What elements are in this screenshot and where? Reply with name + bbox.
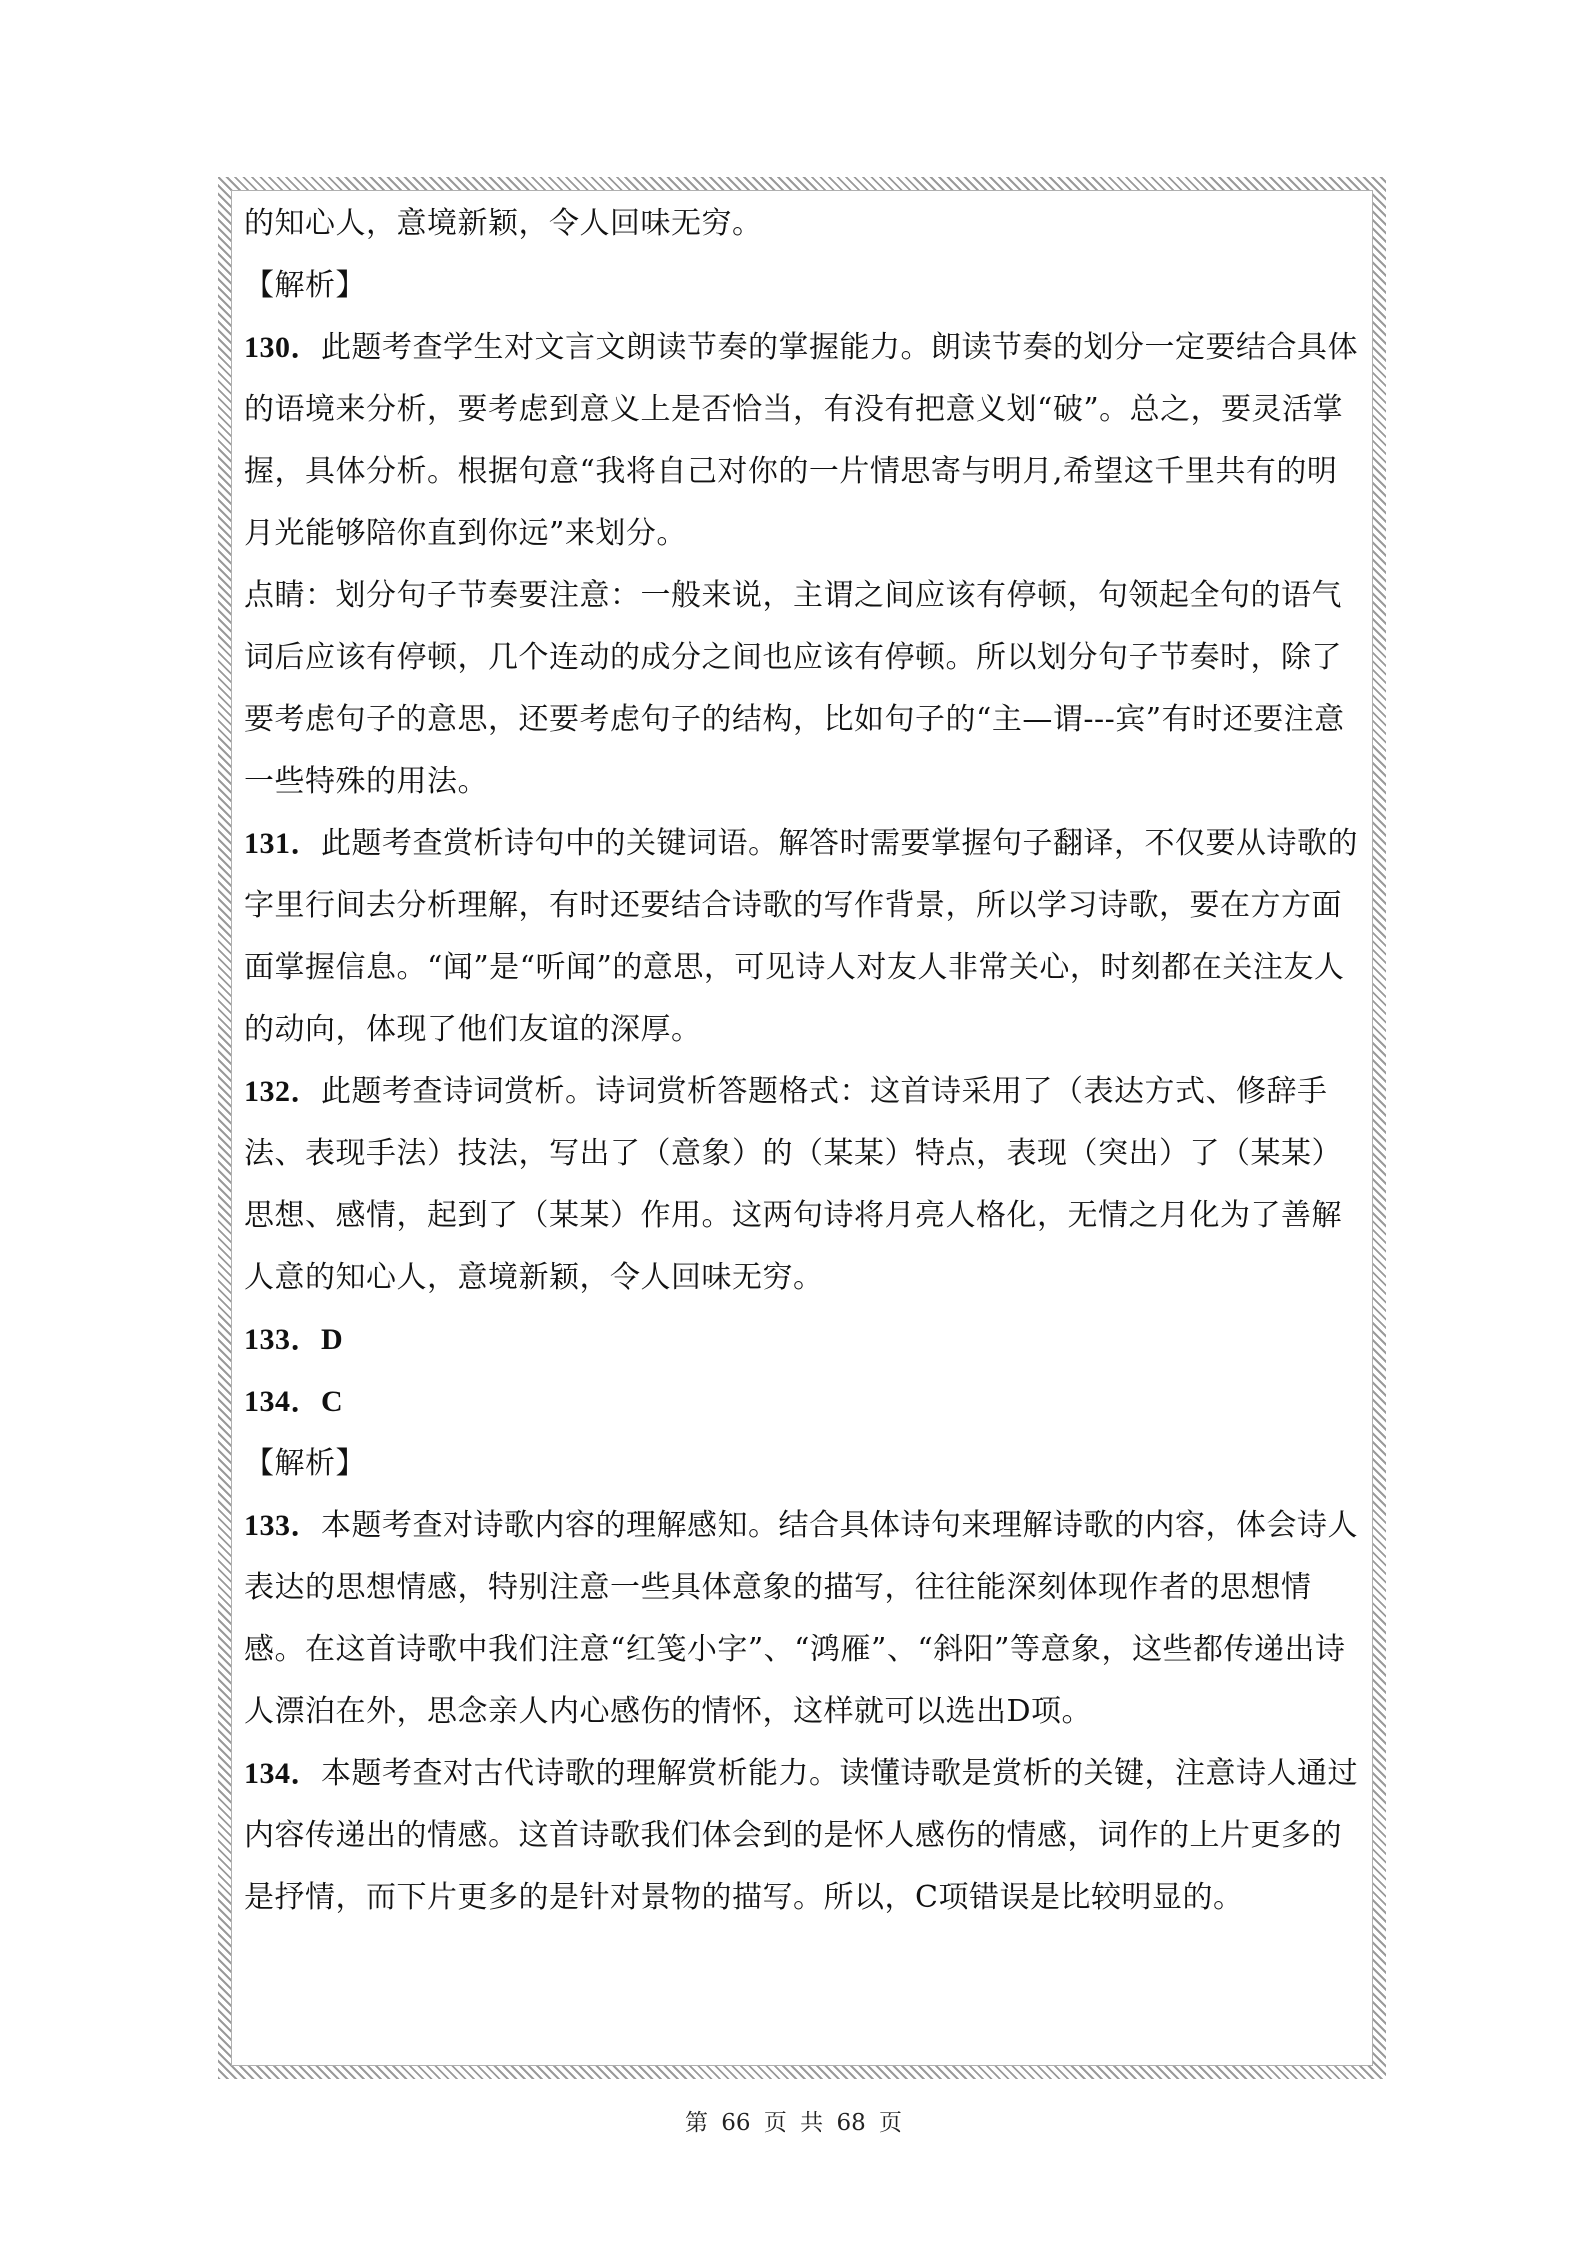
item-text: 此题考查诗词赏析。诗词赏析答题格式：这首诗采用了（表达方式、修辞手法、表现手法）技法，写出了（意象）的（某某）特点，表现（突出）了（某某）思想、感情，起到了（某某）作用。这两句诗将月亮人格化，无情之月化为了善解人意的知心人，意境新颖，令人回味无穷。 [244,1074,1342,1295]
section-heading: 【解析】 [244,1446,366,1481]
text-line [244,317,1360,565]
item-number: 133． [244,1509,321,1542]
text-line [244,565,1360,813]
item-number: 133． [244,1323,321,1356]
item-number: 134． [244,1385,321,1418]
item-number: 131． [244,827,321,860]
text-line [244,1433,1360,1495]
text-line [244,813,1360,1061]
answer-letter: C [321,1385,344,1418]
item-text: 本题考查对诗歌内容的理解感知。结合具体诗句来理解诗歌的内容，体会诗人表达的思想情感，特别注意一些具体意象的描写，往往能深刻体现作者的思想情感。在这首诗歌中我们注意“红笺小字”、“鸿雁”、“斜阳”等意象，这些都传递出诗人漂泊在外，思念亲人内心感伤的情怀，这样就可以选出D项。 [244,1508,1358,1729]
item-number: 132． [244,1075,321,1108]
page-footer: 第 66 页 共 68 页 [684,2110,903,2136]
text-line [244,193,1360,255]
item-number: 130． [244,331,321,364]
document-body [244,193,1360,1929]
item-number: 134． [244,1757,321,1790]
item-text: 的知心人，意境新颖，令人回味无穷。 [244,206,763,241]
text-line [244,1309,1360,1371]
section-heading: 【解析】 [244,268,366,303]
item-text: 点睛：划分句子节奏要注意：一般来说，主谓之间应该有停顿，句领起全句的语气词后应该有停顿，几个连动的成分之间也应该有停顿。所以划分句子节奏时，除了要考虑句子的意思，还要考虑句子的结构，比如句子的“主—谓---宾”有时还要注意一些特殊的用法。 [244,578,1345,799]
text-line [244,1743,1360,1929]
text-line [244,255,1360,317]
text-line [244,1371,1360,1433]
item-text: 此题考查赏析诗句中的关键词语。解答时需要掌握句子翻译，不仅要从诗歌的字里行间去分析理解，有时还要结合诗歌的写作背景，所以学习诗歌，要在方方面面掌握信息。“闻”是“听闻”的意思，可见诗人对友人非常关心，时刻都在关注友人的动向，体现了他们友谊的深厚。 [244,826,1358,1047]
item-text: 此题考查学生对文言文朗读节奏的掌握能力。朗读节奏的划分一定要结合具体的语境来分析，要考虑到意义上是否恰当，有没有把意义划“破”。总之，要灵活掌握，具体分析。根据句意“我将自己对你的一片情思寄与明月,希望这千里共有的明月光能够陪你直到你远”来划分。 [244,330,1358,551]
answer-letter: D [321,1323,344,1356]
text-line [244,1061,1360,1309]
text-line [244,1495,1360,1743]
item-text: 本题考查对古代诗歌的理解赏析能力。读懂诗歌是赏析的关键，注意诗人通过内容传递出的情感。这首诗歌我们体会到的是怀人感伤的情感，词作的上片更多的是抒情，而下片更多的是针对景物的描写。所以，C项错误是比较明显的。 [244,1756,1358,1915]
